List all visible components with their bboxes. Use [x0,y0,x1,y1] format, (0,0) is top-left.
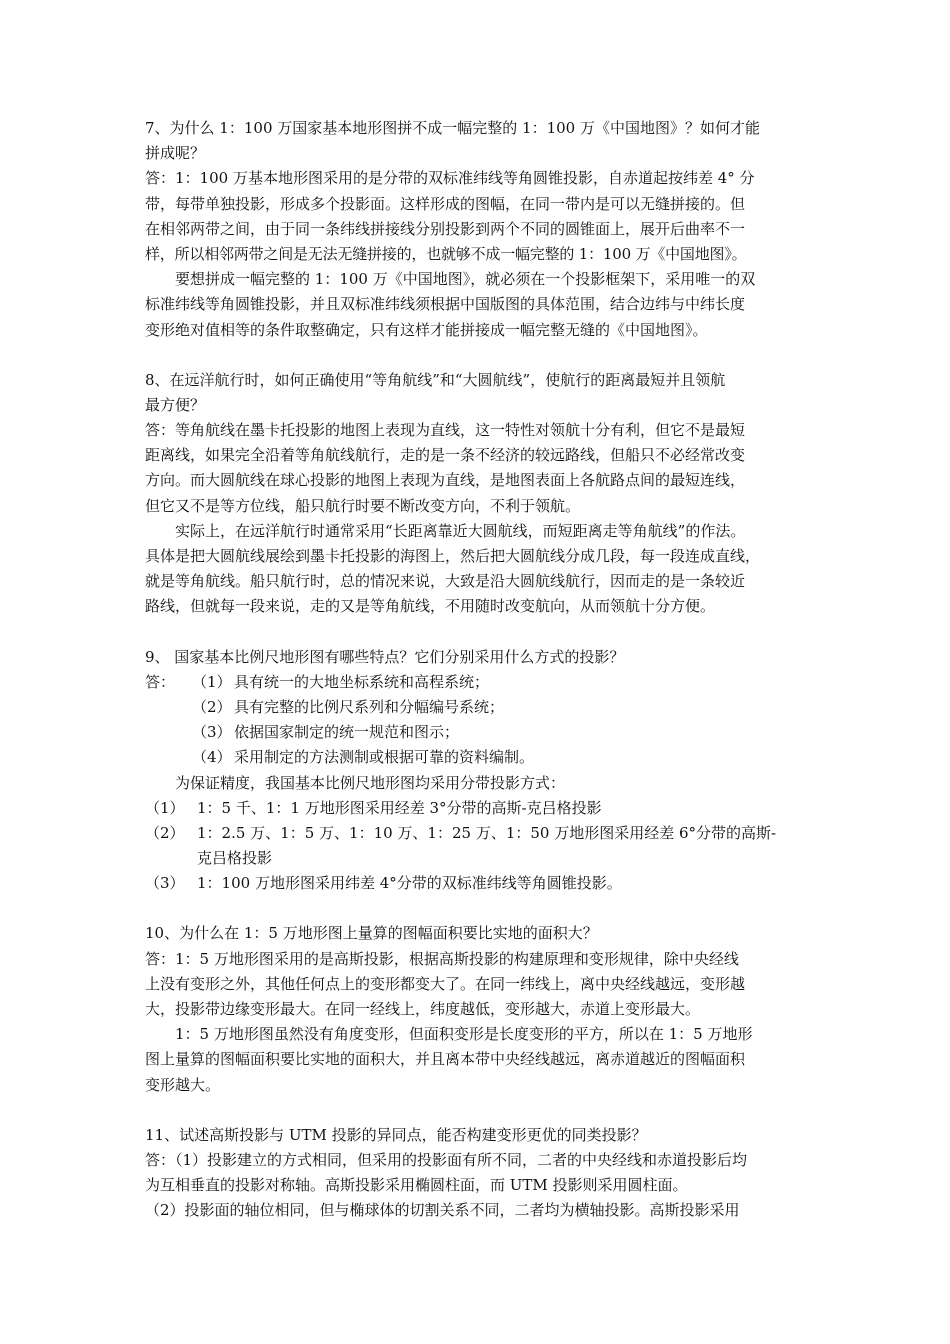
answer-lead: 答： [145,672,176,691]
question-9-line: 9、 国家基本比例尺地形图有哪些特点？它们分别采用什么方式的投影？ [145,647,625,666]
answer-8-para2-line-1: 实际上，在远洋航行时通常采用“长距离靠近大圆航线，而短距离走等角航线”的作法。 [175,521,746,540]
list-number: （4） [192,748,232,767]
question-11 [145,1123,808,1224]
list-number: （1） [192,672,232,691]
answer-8-line-4: 但它又不是等方位线，船只航行时要不断改变方向，不利于领航。 [145,496,581,515]
answer-9-para2: 为保证精度，我国基本比例尺地形图均采用分带投影方式： [175,773,566,792]
list-text: 1：5 千、1：1 万地形图采用经差 3°分带的高斯-克吕格投影 [197,798,602,817]
question-8-line-2: 最方便？ [145,395,206,414]
list-text: 具有完整的比例尺系列和分幅编号系统； [234,697,505,716]
spacer [145,896,808,921]
answer-9-feature-2 [145,695,808,720]
answer-7-line-4: 样，所以相邻两带之间是无法无缝拼接的，也就够不成一幅完整的 1：100 万《中国地图》。 [145,244,747,263]
answer-8-line-1: 答：等角航线在墨卡托投影的地图上表现为直线，这一特性对领航十分有利，但它不是最短 [145,421,746,440]
spacer [145,1098,808,1123]
question-10 [145,921,808,1097]
answer-8-line-3: 方向。而大圆航线在球心投影的地图上表现为直线，是地图表面上各航路点间的最短连线， [145,471,746,490]
list-text: 采用制定的方法测制或根据可靠的资料编制。 [234,748,535,767]
answer-10-para2-line-1: 1：5 万地形图虽然没有角度变形，但面积变形是长度变形的平方，所以在 1：5 万地形 [175,1025,753,1044]
answer-8-para2-line-3: 就是等角航线。船只航行时，总的情况来说，大致是沿大圆航线航行，因而走的是一条较近 [145,572,746,591]
question-8 [145,368,808,620]
answer-11-line-1: 答：（1）投影建立的方式相同，但采用的投影面有所不同，二者的中央经线和赤道投影后均 [145,1150,748,1169]
question-9 [145,645,808,897]
answer-9-feature-3 [145,720,808,745]
list-text: 具有统一的大地坐标系统和高程系统； [234,672,490,691]
list-number: （3） [192,723,232,742]
list-number: （3） [145,874,185,893]
answer-7-line-3: 在相邻两带之间，由于同一条纬线拼接线分别投影到两个不同的圆锥面上，展开后曲率不一 [145,219,746,238]
answer-7-line-2: 带，每带单独投影，形成多个投影面。这样形成的图幅，在同一带内是可以无缝拼接的。但 [145,194,746,213]
list-text: 克吕格投影 [197,849,273,868]
answer-10-para2-line-3: 变形越大。 [145,1075,221,1094]
question-7-line-2: 拼成呢？ [145,144,206,163]
question-7 [145,116,808,343]
list-number: （2） [145,823,185,842]
answer-10-line-1: 答：1：5 万地形图采用的是高斯投影，根据高斯投影的构建原理和变形规律，除中央经线 [145,949,739,968]
answer-7-para2-line-3: 变形绝对值相等的条件取整确定，只有这样才能拼接成一幅完整无缝的《中国地图》。 [145,320,708,339]
list-text: 1：2.5 万、1：5 万、1：10 万、1：25 万、1：50 万地形图采用经差 6°分带的高斯- [197,823,777,842]
answer-10-line-3: 大，投影带边缘变形最大。在同一经线上，纬度越低，变形越大，赤道上变形最大。 [145,1000,701,1018]
list-number: （1） [145,798,185,817]
answer-8-para2-line-4: 路线，但就每一段来说，走的又是等角航线，不用随时改变航向，从而领航十分方便。 [145,597,716,616]
question-10-line: 10、为什么在 1：5 万地形图上量算的图幅面积要比实地的面积大？ [145,924,598,943]
answer-11-line-2: 为互相垂直的投影对称轴。高斯投影采用椭圆柱面，而 UTM 投影则采用圆柱面。 [145,1176,688,1195]
question-7-line-1: 7、为什么 1：100 万国家基本地形图拼不成一幅完整的 1：100 万《中国地图》？如何才能 [145,119,760,137]
answer-7-para2-line-2: 标准纬线等角圆锥投影，并且双标准纬线须根据中国版图的具体范围，结合边纬与中纬长度 [145,295,746,314]
question-8-line-1: 8、在远洋航行时，如何正确使用“等角航线”和“大圆航线”，使航行的距离最短并且领航 [145,370,726,389]
question-11-line: 11、试述高斯投影与 UTM 投影的异同点，能否构建变形更优的同类投影？ [145,1125,647,1144]
answer-9-method-2-cont [145,846,808,871]
answer-7-line-1: 答：1：100 万基本地形图采用的是分带的双标准纬线等角圆锥投影，自赤道起按纬差 4° 分 [145,169,755,188]
list-number: （2） [192,697,232,716]
answer-9-method-3 [145,871,808,896]
answer-8-line-2: 距离线，如果完全沿着等角航线航行，走的是一条不经济的较远路线，但船只不必经常改变 [145,446,746,465]
spacer [145,343,808,368]
list-text: 1：100 万地形图采用纬差 4°分带的双标准纬线等角圆锥投影。 [197,874,622,893]
answer-9-feature-1 [145,670,808,695]
answer-9-feature-4 [145,745,808,770]
answer-11-line-3: （2）投影面的轴位相同，但与椭球体的切割关系不同，二者均为横轴投影。高斯投影采用 [145,1201,740,1220]
spacer [145,620,808,645]
list-text: 依据国家制定的统一规范和图示； [234,723,460,742]
answer-10-para2-line-2: 图上量算的图幅面积要比实地的面积大，并且离本带中央经线越远，离赤道越近的图幅面积 [145,1050,746,1069]
answer-7-para2-line-1: 要想拼成一幅完整的 1：100 万《中国地图》，就必须在一个投影框架下，采用唯一的双 [175,270,756,289]
answer-10-line-2: 上没有变形之外，其他任何点上的变形都变大了。在同一纬线上，离中央经线越远，变形越 [145,974,746,993]
document-content [145,116,808,1224]
answer-8-para2-line-2: 具体是把大圆航线展绘到墨卡托投影的海图上，然后把大圆航线分成几段，每一段连成直线， [145,547,761,565]
answer-9-method-1 [145,796,808,821]
answer-9-method-2 [145,821,808,846]
